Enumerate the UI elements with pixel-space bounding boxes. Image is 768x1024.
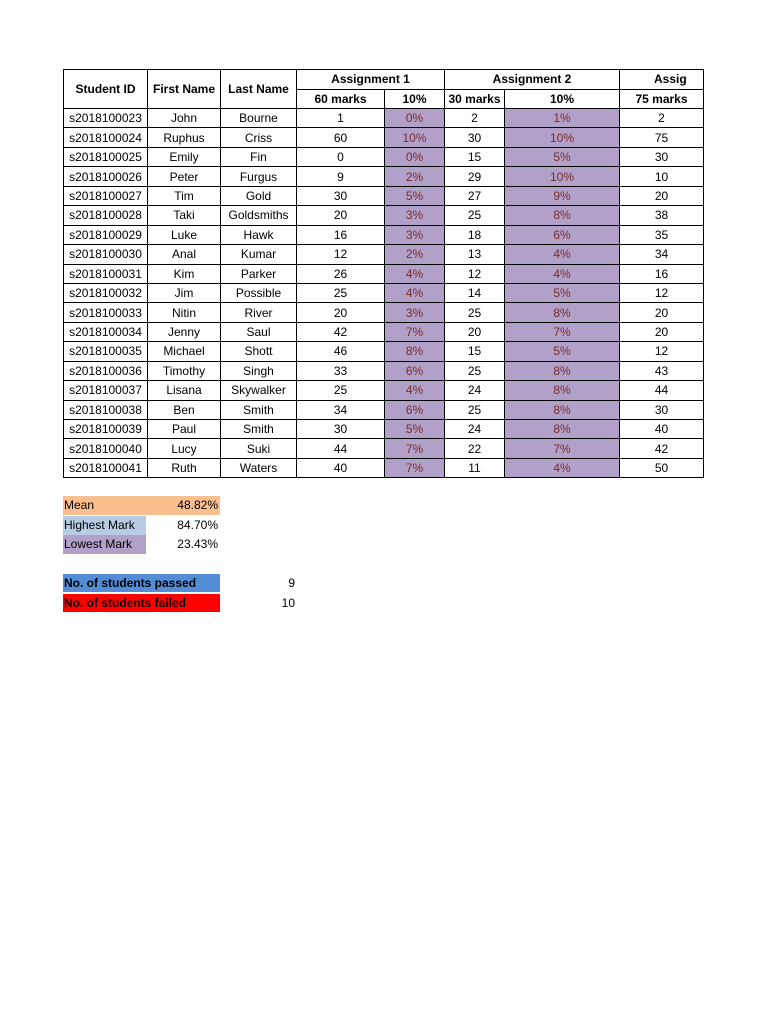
- cell-last-name: Smith: [221, 400, 297, 419]
- cell-last-name: Singh: [221, 361, 297, 380]
- cell-a1-marks: 40: [297, 458, 385, 477]
- cell-a1-percent: 5%: [385, 186, 445, 205]
- cell-a2-marks: 22: [445, 439, 505, 458]
- failed-value: 10: [281, 595, 295, 610]
- cell-a2-marks: 15: [445, 147, 505, 166]
- cell-first-name: Anal: [148, 245, 221, 264]
- cell-last-name: Kumar: [221, 245, 297, 264]
- cell-a3-marks: 20: [620, 303, 704, 322]
- cell-a1-marks: 30: [297, 186, 385, 205]
- header-a1-marks: 60 marks: [297, 89, 385, 109]
- cell-a3-marks: 44: [620, 381, 704, 400]
- mean-value: 48.82%: [145, 496, 220, 515]
- cell-a3-marks: 40: [620, 420, 704, 439]
- cell-first-name: Michael: [148, 342, 221, 361]
- header-assignment-2: Assignment 2: [445, 70, 620, 90]
- cell-last-name: Gold: [221, 186, 297, 205]
- cell-a2-marks: 24: [445, 420, 505, 439]
- cell-a2-marks: 24: [445, 381, 505, 400]
- cell-a1-percent: 0%: [385, 109, 445, 128]
- header-assignment-3: Assig: [620, 70, 704, 90]
- cell-student-id: s2018100035: [64, 342, 148, 361]
- cell-a2-marks: 13: [445, 245, 505, 264]
- cell-a2-marks: 14: [445, 283, 505, 302]
- cell-a2-percent: 8%: [505, 303, 620, 322]
- cell-a2-percent: 4%: [505, 264, 620, 283]
- cell-a1-marks: 16: [297, 225, 385, 244]
- cell-a2-percent: 8%: [505, 420, 620, 439]
- cell-student-id: s2018100026: [64, 167, 148, 186]
- table-row: [64, 186, 704, 205]
- cell-a2-percent: 9%: [505, 186, 620, 205]
- cell-last-name: Shott: [221, 342, 297, 361]
- cell-a2-percent: 1%: [505, 109, 620, 128]
- cell-a2-percent: 7%: [505, 439, 620, 458]
- cell-a1-percent: 6%: [385, 400, 445, 419]
- cell-a2-marks: 25: [445, 400, 505, 419]
- cell-a2-marks: 27: [445, 186, 505, 205]
- cell-a1-percent: 8%: [385, 342, 445, 361]
- cell-student-id: s2018100025: [64, 147, 148, 166]
- cell-a1-marks: 12: [297, 245, 385, 264]
- cell-a2-percent: 6%: [505, 225, 620, 244]
- mean-label: Mean: [63, 496, 146, 515]
- cell-a1-percent: 2%: [385, 167, 445, 186]
- table-row: [64, 361, 704, 380]
- cell-student-id: s2018100032: [64, 283, 148, 302]
- cell-student-id: s2018100034: [64, 322, 148, 341]
- cell-student-id: s2018100031: [64, 264, 148, 283]
- table-row: [64, 420, 704, 439]
- cell-a3-marks: 12: [620, 283, 704, 302]
- cell-first-name: John: [148, 109, 221, 128]
- lowest-label: Lowest Mark: [63, 535, 146, 554]
- cell-last-name: Skywalker: [221, 381, 297, 400]
- cell-first-name: Taki: [148, 206, 221, 225]
- cell-student-id: s2018100030: [64, 245, 148, 264]
- cell-last-name: Smith: [221, 420, 297, 439]
- cell-a1-percent: 7%: [385, 322, 445, 341]
- cell-last-name: River: [221, 303, 297, 322]
- cell-first-name: Timothy: [148, 361, 221, 380]
- cell-last-name: Furgus: [221, 167, 297, 186]
- cell-a2-percent: 10%: [505, 128, 620, 147]
- table-row: [64, 381, 704, 400]
- table-row: [64, 167, 704, 186]
- cell-a3-marks: 20: [620, 322, 704, 341]
- cell-a3-marks: 16: [620, 264, 704, 283]
- cell-a1-marks: 26: [297, 264, 385, 283]
- cell-first-name: Ruth: [148, 458, 221, 477]
- cell-student-id: s2018100040: [64, 439, 148, 458]
- cell-student-id: s2018100028: [64, 206, 148, 225]
- cell-a2-marks: 25: [445, 361, 505, 380]
- cell-a1-percent: 7%: [385, 458, 445, 477]
- cell-a3-marks: 34: [620, 245, 704, 264]
- cell-a1-marks: 46: [297, 342, 385, 361]
- cell-first-name: Ruphus: [148, 128, 221, 147]
- cell-a2-percent: 4%: [505, 458, 620, 477]
- cell-a1-percent: 2%: [385, 245, 445, 264]
- header-a2-marks: 30 marks: [445, 89, 505, 109]
- cell-a2-percent: 5%: [505, 342, 620, 361]
- cell-last-name: Hawk: [221, 225, 297, 244]
- cell-a2-marks: 18: [445, 225, 505, 244]
- header-row-top: [64, 70, 704, 90]
- failed-label: No. of students failed: [63, 594, 220, 612]
- highest-label: Highest Mark: [63, 516, 146, 535]
- cell-student-id: s2018100024: [64, 128, 148, 147]
- cell-a1-percent: 7%: [385, 439, 445, 458]
- cell-first-name: Nitin: [148, 303, 221, 322]
- table-row: [64, 147, 704, 166]
- cell-a2-marks: 25: [445, 303, 505, 322]
- passed-row: [63, 574, 303, 594]
- cell-last-name: Waters: [221, 458, 297, 477]
- cell-first-name: Luke: [148, 225, 221, 244]
- header-a3-marks: 75 marks: [620, 89, 704, 109]
- cell-a1-percent: 6%: [385, 361, 445, 380]
- table-row: [64, 206, 704, 225]
- cell-last-name: Bourne: [221, 109, 297, 128]
- cell-a2-percent: 8%: [505, 206, 620, 225]
- cell-first-name: Emily: [148, 147, 221, 166]
- header-assignment-1: Assignment 1: [297, 70, 445, 90]
- cell-a1-marks: 44: [297, 439, 385, 458]
- cell-first-name: Jim: [148, 283, 221, 302]
- cell-a1-marks: 20: [297, 303, 385, 322]
- cell-student-id: s2018100023: [64, 109, 148, 128]
- cell-first-name: Jenny: [148, 322, 221, 341]
- cell-student-id: s2018100029: [64, 225, 148, 244]
- cell-a1-percent: 3%: [385, 303, 445, 322]
- cell-last-name: Saul: [221, 322, 297, 341]
- cell-a3-marks: 50: [620, 458, 704, 477]
- cell-a3-marks: 2: [620, 109, 704, 128]
- cell-student-id: s2018100027: [64, 186, 148, 205]
- header-a1-weight: 10%: [385, 89, 445, 109]
- cell-a1-marks: 60: [297, 128, 385, 147]
- table-row: [64, 245, 704, 264]
- cell-a2-marks: 20: [445, 322, 505, 341]
- cell-a3-marks: 20: [620, 186, 704, 205]
- cell-a1-marks: 34: [297, 400, 385, 419]
- cell-last-name: Goldsmiths: [221, 206, 297, 225]
- cell-a1-marks: 9: [297, 167, 385, 186]
- cell-a3-marks: 43: [620, 361, 704, 380]
- cell-a3-marks: 10: [620, 167, 704, 186]
- cell-first-name: Tim: [148, 186, 221, 205]
- cell-first-name: Paul: [148, 420, 221, 439]
- cell-a2-marks: 25: [445, 206, 505, 225]
- cell-last-name: Fin: [221, 147, 297, 166]
- cell-a1-percent: 0%: [385, 147, 445, 166]
- cell-a2-percent: 8%: [505, 381, 620, 400]
- table-row: [64, 128, 704, 147]
- cell-a1-percent: 4%: [385, 381, 445, 400]
- cell-a3-marks: 75: [620, 128, 704, 147]
- cell-student-id: s2018100033: [64, 303, 148, 322]
- cell-a3-marks: 35: [620, 225, 704, 244]
- cell-a2-percent: 8%: [505, 361, 620, 380]
- table-row: [64, 322, 704, 341]
- cell-student-id: s2018100036: [64, 361, 148, 380]
- table-row: [64, 400, 704, 419]
- grades-body: [64, 109, 704, 478]
- cell-a3-marks: 30: [620, 147, 704, 166]
- highest-value: 84.70%: [177, 517, 218, 532]
- cell-a2-percent: 8%: [505, 400, 620, 419]
- cell-a1-marks: 33: [297, 361, 385, 380]
- cell-a1-percent: 10%: [385, 128, 445, 147]
- cell-first-name: Ben: [148, 400, 221, 419]
- counts-block: [63, 574, 303, 613]
- cell-a3-marks: 12: [620, 342, 704, 361]
- grades-sheet: [63, 69, 688, 478]
- header-first-name: First Name: [148, 70, 221, 109]
- table-row: [64, 303, 704, 322]
- cell-a2-marks: 2: [445, 109, 505, 128]
- cell-a2-marks: 30: [445, 128, 505, 147]
- lowest-value: 23.43%: [177, 537, 218, 551]
- header-student-id: Student ID: [64, 70, 148, 109]
- cell-a3-marks: 30: [620, 400, 704, 419]
- cell-first-name: Lucy: [148, 439, 221, 458]
- cell-a1-marks: 25: [297, 381, 385, 400]
- cell-student-id: s2018100037: [64, 381, 148, 400]
- cell-a2-marks: 11: [445, 458, 505, 477]
- table-row: [64, 225, 704, 244]
- cell-last-name: Parker: [221, 264, 297, 283]
- cell-a2-percent: 7%: [505, 322, 620, 341]
- cell-a1-marks: 30: [297, 420, 385, 439]
- cell-student-id: s2018100038: [64, 400, 148, 419]
- cell-a1-marks: 42: [297, 322, 385, 341]
- cell-a2-marks: 29: [445, 167, 505, 186]
- header-last-name: Last Name: [221, 70, 297, 109]
- header-a2-weight: 10%: [505, 89, 620, 109]
- cell-a2-percent: 5%: [505, 283, 620, 302]
- cell-a1-percent: 3%: [385, 225, 445, 244]
- cell-last-name: Criss: [221, 128, 297, 147]
- table-row: [64, 109, 704, 128]
- cell-a2-percent: 4%: [505, 245, 620, 264]
- cell-first-name: Lisana: [148, 381, 221, 400]
- cell-a1-marks: 20: [297, 206, 385, 225]
- table-row: [64, 264, 704, 283]
- passed-value: 9: [288, 576, 295, 590]
- cell-first-name: Kim: [148, 264, 221, 283]
- cell-a3-marks: 38: [620, 206, 704, 225]
- grades-table: [63, 69, 704, 478]
- table-row: [64, 439, 704, 458]
- cell-a2-marks: 12: [445, 264, 505, 283]
- cell-student-id: s2018100041: [64, 458, 148, 477]
- cell-a2-percent: 5%: [505, 147, 620, 166]
- cell-a1-percent: 4%: [385, 264, 445, 283]
- cell-a1-marks: 1: [297, 109, 385, 128]
- failed-row: [63, 594, 303, 614]
- cell-a3-marks: 42: [620, 439, 704, 458]
- cell-a1-percent: 4%: [385, 283, 445, 302]
- cell-last-name: Suki: [221, 439, 297, 458]
- cell-last-name: Possible: [221, 283, 297, 302]
- cell-a1-marks: 0: [297, 147, 385, 166]
- cell-a1-marks: 25: [297, 283, 385, 302]
- cell-a1-percent: 3%: [385, 206, 445, 225]
- table-row: [64, 458, 704, 477]
- cell-first-name: Peter: [148, 167, 221, 186]
- passed-label: No. of students passed: [63, 574, 220, 592]
- table-row: [64, 283, 704, 302]
- cell-a2-percent: 10%: [505, 167, 620, 186]
- table-row: [64, 342, 704, 361]
- cell-student-id: s2018100039: [64, 420, 148, 439]
- cell-a2-marks: 15: [445, 342, 505, 361]
- cell-a1-percent: 5%: [385, 420, 445, 439]
